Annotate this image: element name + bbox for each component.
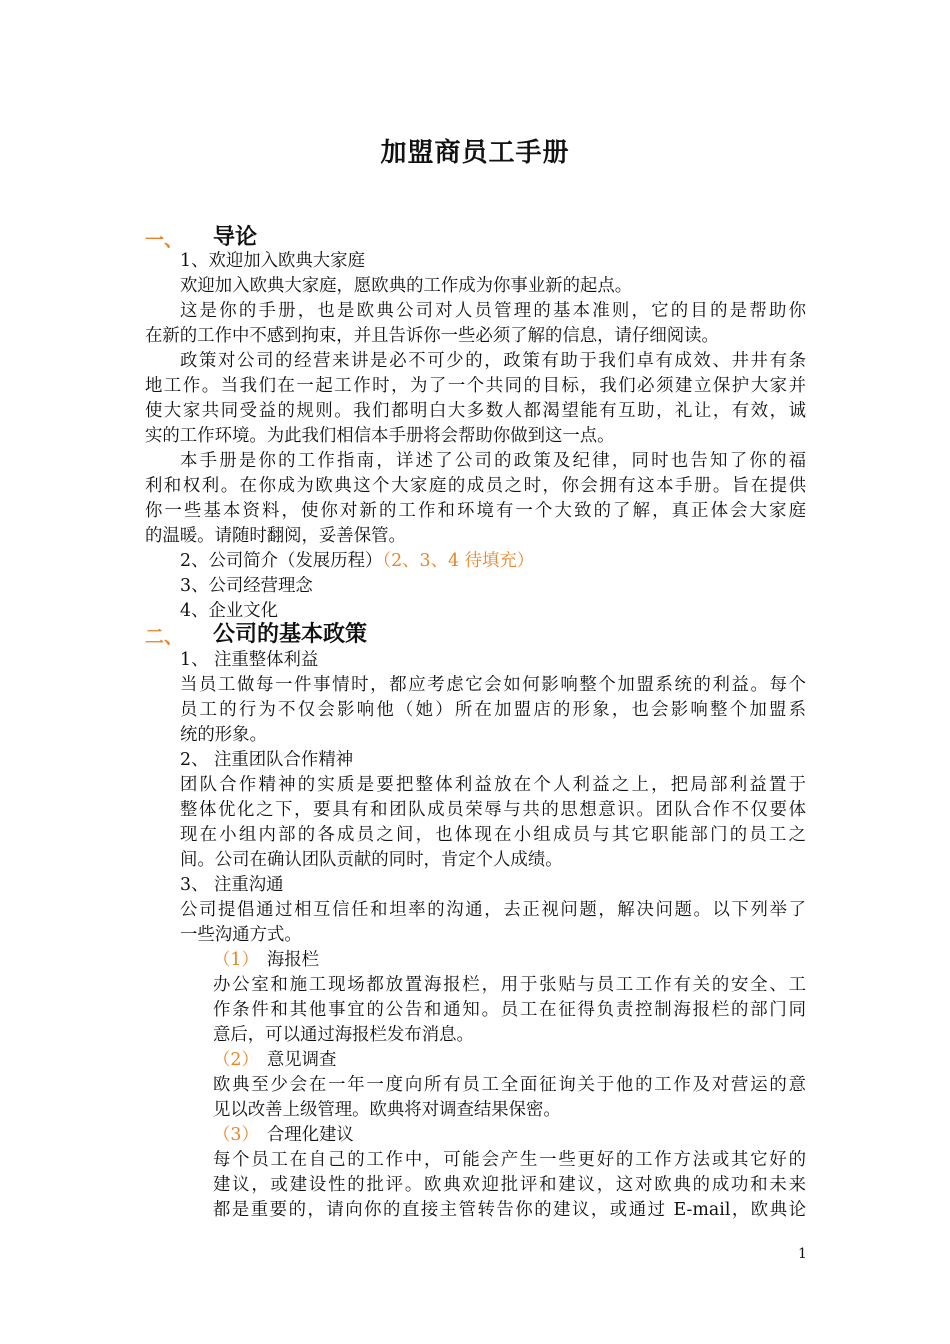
channel-heading-1 — [213, 948, 319, 972]
channel-number-1: （1） — [213, 950, 259, 970]
list-item-2 — [180, 549, 534, 573]
paragraph-line: 本手册是你的工作指南，详述了公司的政策及纪律，同时也告知了你的福 — [180, 451, 806, 471]
channel-title-1: 海报栏 — [266, 950, 320, 970]
paragraph-line: 地工作。当我们在一起工作时，为了一个共同的目标，我们必须建立保护大家并 — [145, 376, 806, 396]
paragraph-line: 见以改善上级管理。欧典将对调查结果保密。 — [213, 1100, 561, 1120]
paragraph-line: 利和权利。在你成为欧典这个大家庭的成员之时，你会拥有这本手册。旨在提供 — [145, 476, 806, 496]
paragraph-line: 建议，或建设性的批评。欧典欢迎批评和建议，这对欧典的成功和未来 — [213, 1175, 806, 1195]
paragraph-line: 的温暖。请随时翻阅，妥善保管。 — [145, 526, 406, 546]
paragraph-line: 间。公司在确认团队贡献的同时，肯定个人成绩。 — [180, 850, 563, 870]
paragraph-line: 你一些基本资料，使你对新的工作和环境有一个大致的了解，真正体会大家庭 — [145, 501, 806, 521]
section-number-2: 二、 — [145, 626, 184, 648]
paragraph-line: 都是重要的，请向你的直接主管转告你的建议，或通过 E-mail，欧典论 — [213, 1200, 806, 1220]
fill-note: （2、3、4 待填充） — [382, 551, 535, 571]
channel-heading-3 — [213, 1123, 354, 1147]
page-number: 1 — [798, 1246, 807, 1262]
paragraph-line: 作条件和其他事宜的公告和通知。员工在征得负责控制海报栏的部门同 — [213, 1000, 806, 1020]
paragraph-line: 办公室和施工现场都放置海报栏，用于张贴与员工工作有关的安全、工 — [213, 975, 806, 995]
paragraph-line: 在新的工作中不感到拘束，并且告诉你一些必须了解的信息，请仔细阅读。 — [145, 326, 719, 346]
list-item-2-label: 2、公司简介（发展历程） — [180, 551, 383, 571]
paragraph-line: 整体优化之下，要具有和团队成员荣辱与共的思想意识。团队合作不仅要体 — [180, 800, 806, 820]
paragraph-line: 意后，可以通过海报栏发布消息。 — [213, 1025, 474, 1045]
paragraph-line: 一些沟通方式。 — [180, 925, 302, 945]
paragraph-line: 现在小组内部的各成员之间，也体现在小组成员与其它职能部门的员工之 — [180, 825, 806, 845]
subsection-title-2: 2、 注重团队合作精神 — [180, 750, 354, 770]
paragraph-line: 这是你的手册，也是欧典公司对人员管理的基本准则，它的目的是帮助你 — [180, 301, 806, 321]
document-title: 加盟商员工手册 — [380, 138, 570, 168]
channel-number-2: （2） — [213, 1050, 259, 1070]
section-title-2: 公司的基本政策 — [213, 622, 368, 647]
subsection-title-3: 3、 注重沟通 — [180, 875, 284, 895]
paragraph-line: 当员工做每一件事情时，都应考虑它会如何影响整个加盟系统的利益。每个 — [180, 675, 806, 695]
channel-heading-2 — [213, 1048, 336, 1072]
paragraph-line: 实的工作环境。为此我们相信本手册将会帮助你做到这一点。 — [145, 426, 615, 446]
list-item-1: 1、欢迎加入欧典大家庭 — [180, 251, 365, 271]
channel-number-3: （3） — [213, 1125, 259, 1145]
paragraph-line: 员工的行为不仅会影响他（她）所在加盟店的形象，也会影响整个加盟系 — [180, 700, 806, 720]
paragraph-line: 团队合作精神的实质是要把整体利益放在个人利益之上，把局部利益置于 — [180, 775, 806, 795]
paragraph-line: 统的形象。 — [180, 725, 267, 745]
paragraph-line: 政策对公司的经营来讲是必不可少的，政策有助于我们卓有成效、井井有条 — [180, 351, 806, 371]
paragraph-line: 公司提倡通过相互信任和坦率的沟通，去正视问题，解决问题。以下列举了 — [180, 900, 806, 920]
section-number-1: 一、 — [145, 229, 184, 251]
list-item-4: 4、企业文化 — [180, 601, 279, 621]
section-title-1: 导论 — [213, 225, 258, 250]
paragraph-line: 使大家共同受益的规则。我们都明白大多数人都渴望能有互助，礼让，有效，诚 — [145, 401, 806, 421]
channel-title-2: 意见调查 — [266, 1050, 337, 1070]
paragraph-line: 每个员工在自己的工作中，可能会产生一些更好的工作方法或其它好的 — [213, 1150, 806, 1170]
list-item-3: 3、公司经营理念 — [180, 576, 313, 596]
subsection-title-1: 1、 注重整体利益 — [180, 650, 319, 670]
channel-title-3: 合理化建议 — [266, 1125, 354, 1145]
paragraph-line: 欧典至少会在一年一度向所有员工全面征询关于他的工作及对营运的意 — [213, 1075, 806, 1095]
paragraph-line: 欢迎加入欧典大家庭，愿欧典的工作成为你事业新的起点。 — [180, 276, 633, 296]
